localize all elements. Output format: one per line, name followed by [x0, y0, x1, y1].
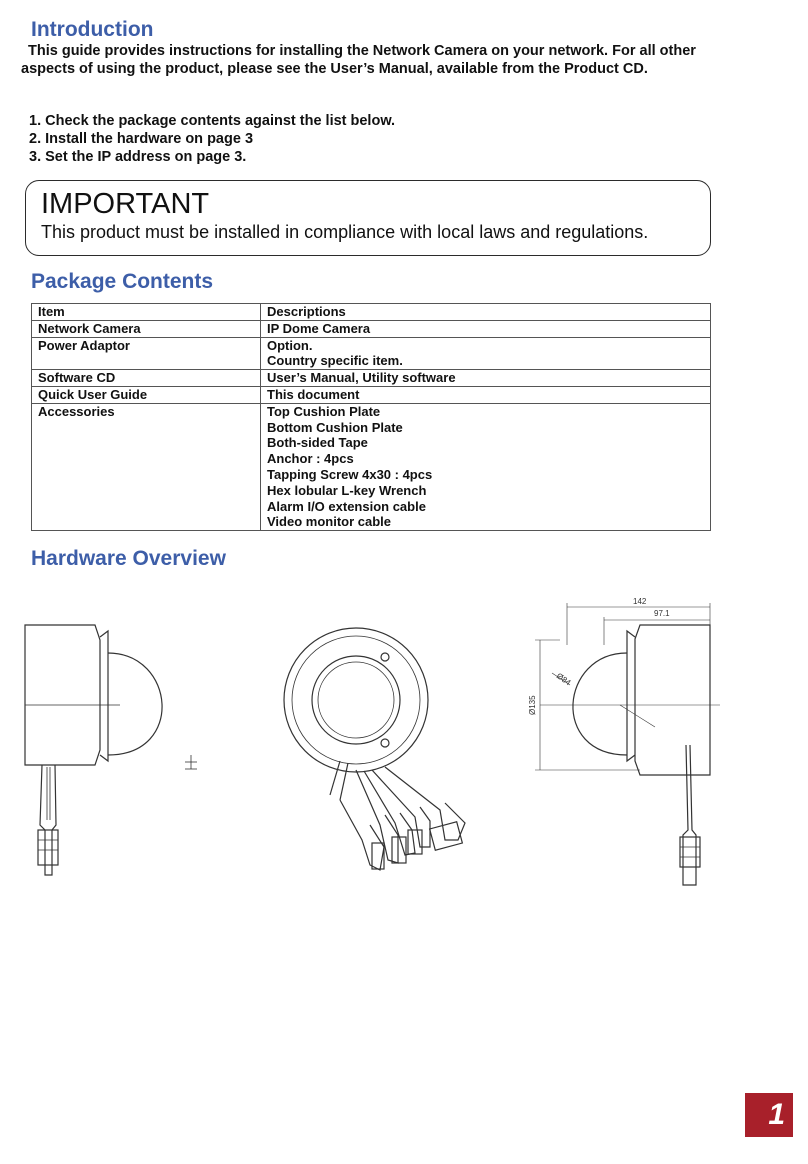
description-line: Both-sided Tape — [267, 435, 368, 451]
description-line: Country specific item. — [267, 353, 403, 369]
dimension-depth-label: 97.1 — [654, 609, 670, 618]
hardware-overview-heading: Hardware Overview — [31, 547, 226, 570]
table-row — [32, 370, 711, 387]
important-text: This product must be installed in compliance with local laws and regulations. — [41, 222, 649, 242]
package-contents-table — [31, 303, 711, 531]
steps-list — [29, 112, 395, 166]
description-line: Alarm I/O extension cable — [267, 498, 426, 514]
table-cell-item: Network Camera — [32, 320, 261, 337]
description-line: Tapping Screw 4x30 : 4pcs — [267, 466, 433, 482]
description-line: Option. — [267, 337, 313, 353]
table-cell-item: Quick User Guide — [32, 386, 261, 403]
table-row — [32, 320, 711, 337]
dimension-dome-label: Ø84 — [554, 671, 573, 688]
description-line: IP Dome Camera — [267, 320, 371, 336]
dimension-diameter-label: Ø135 — [528, 695, 537, 715]
column-header-descriptions: Descriptions — [261, 304, 711, 321]
step-item: 1. Check the package contents against the list below. — [29, 113, 396, 129]
column-header-item: Item — [32, 304, 261, 321]
table-row — [32, 403, 711, 530]
important-notice — [25, 180, 711, 256]
description-line: Top Cushion Plate — [267, 403, 381, 419]
table-cell-item: Accessories — [32, 403, 261, 530]
dimension-width-label: 142 — [633, 597, 647, 606]
introduction-text: This guide provides instructions for installing the Network Camera on your network. For all other aspects of using the product, please see the User’s Manual, available from the Product CD. — [21, 43, 696, 77]
table-cell-description — [261, 403, 711, 530]
description-line: Bottom Cushion Plate — [267, 419, 403, 435]
package-contents-heading: Package Contents — [31, 270, 214, 293]
table-cell-description — [261, 370, 711, 387]
table-row — [32, 386, 711, 403]
description-line: Hex lobular L-key Wrench — [267, 482, 427, 498]
introduction-heading: Introduction — [31, 18, 154, 41]
description-line: Video monitor cable — [267, 514, 392, 530]
table-cell-description — [261, 337, 711, 370]
step-item: 2. Install the hardware on page 3 — [29, 131, 254, 147]
table-cell-item: Software CD — [32, 370, 261, 387]
table-header-row — [32, 304, 711, 321]
camera-side-view-left — [25, 625, 197, 875]
table-cell-description — [261, 386, 711, 403]
step-item: 3. Set the IP address on page 3. — [29, 149, 247, 165]
table-cell-item: Power Adaptor — [32, 337, 261, 370]
hardware-drawings — [0, 585, 808, 905]
page-number-badge: 1 — [745, 1093, 793, 1137]
description-line: This document — [267, 386, 360, 402]
camera-base-top-view — [284, 628, 465, 870]
table-row — [32, 337, 711, 370]
description-line: Anchor : 4pcs — [267, 451, 354, 467]
important-title: IMPORTANT — [41, 188, 210, 220]
description-line: User’s Manual, Utility software — [267, 370, 456, 386]
camera-side-view-dimensioned — [535, 603, 720, 885]
table-cell-description — [261, 320, 711, 337]
